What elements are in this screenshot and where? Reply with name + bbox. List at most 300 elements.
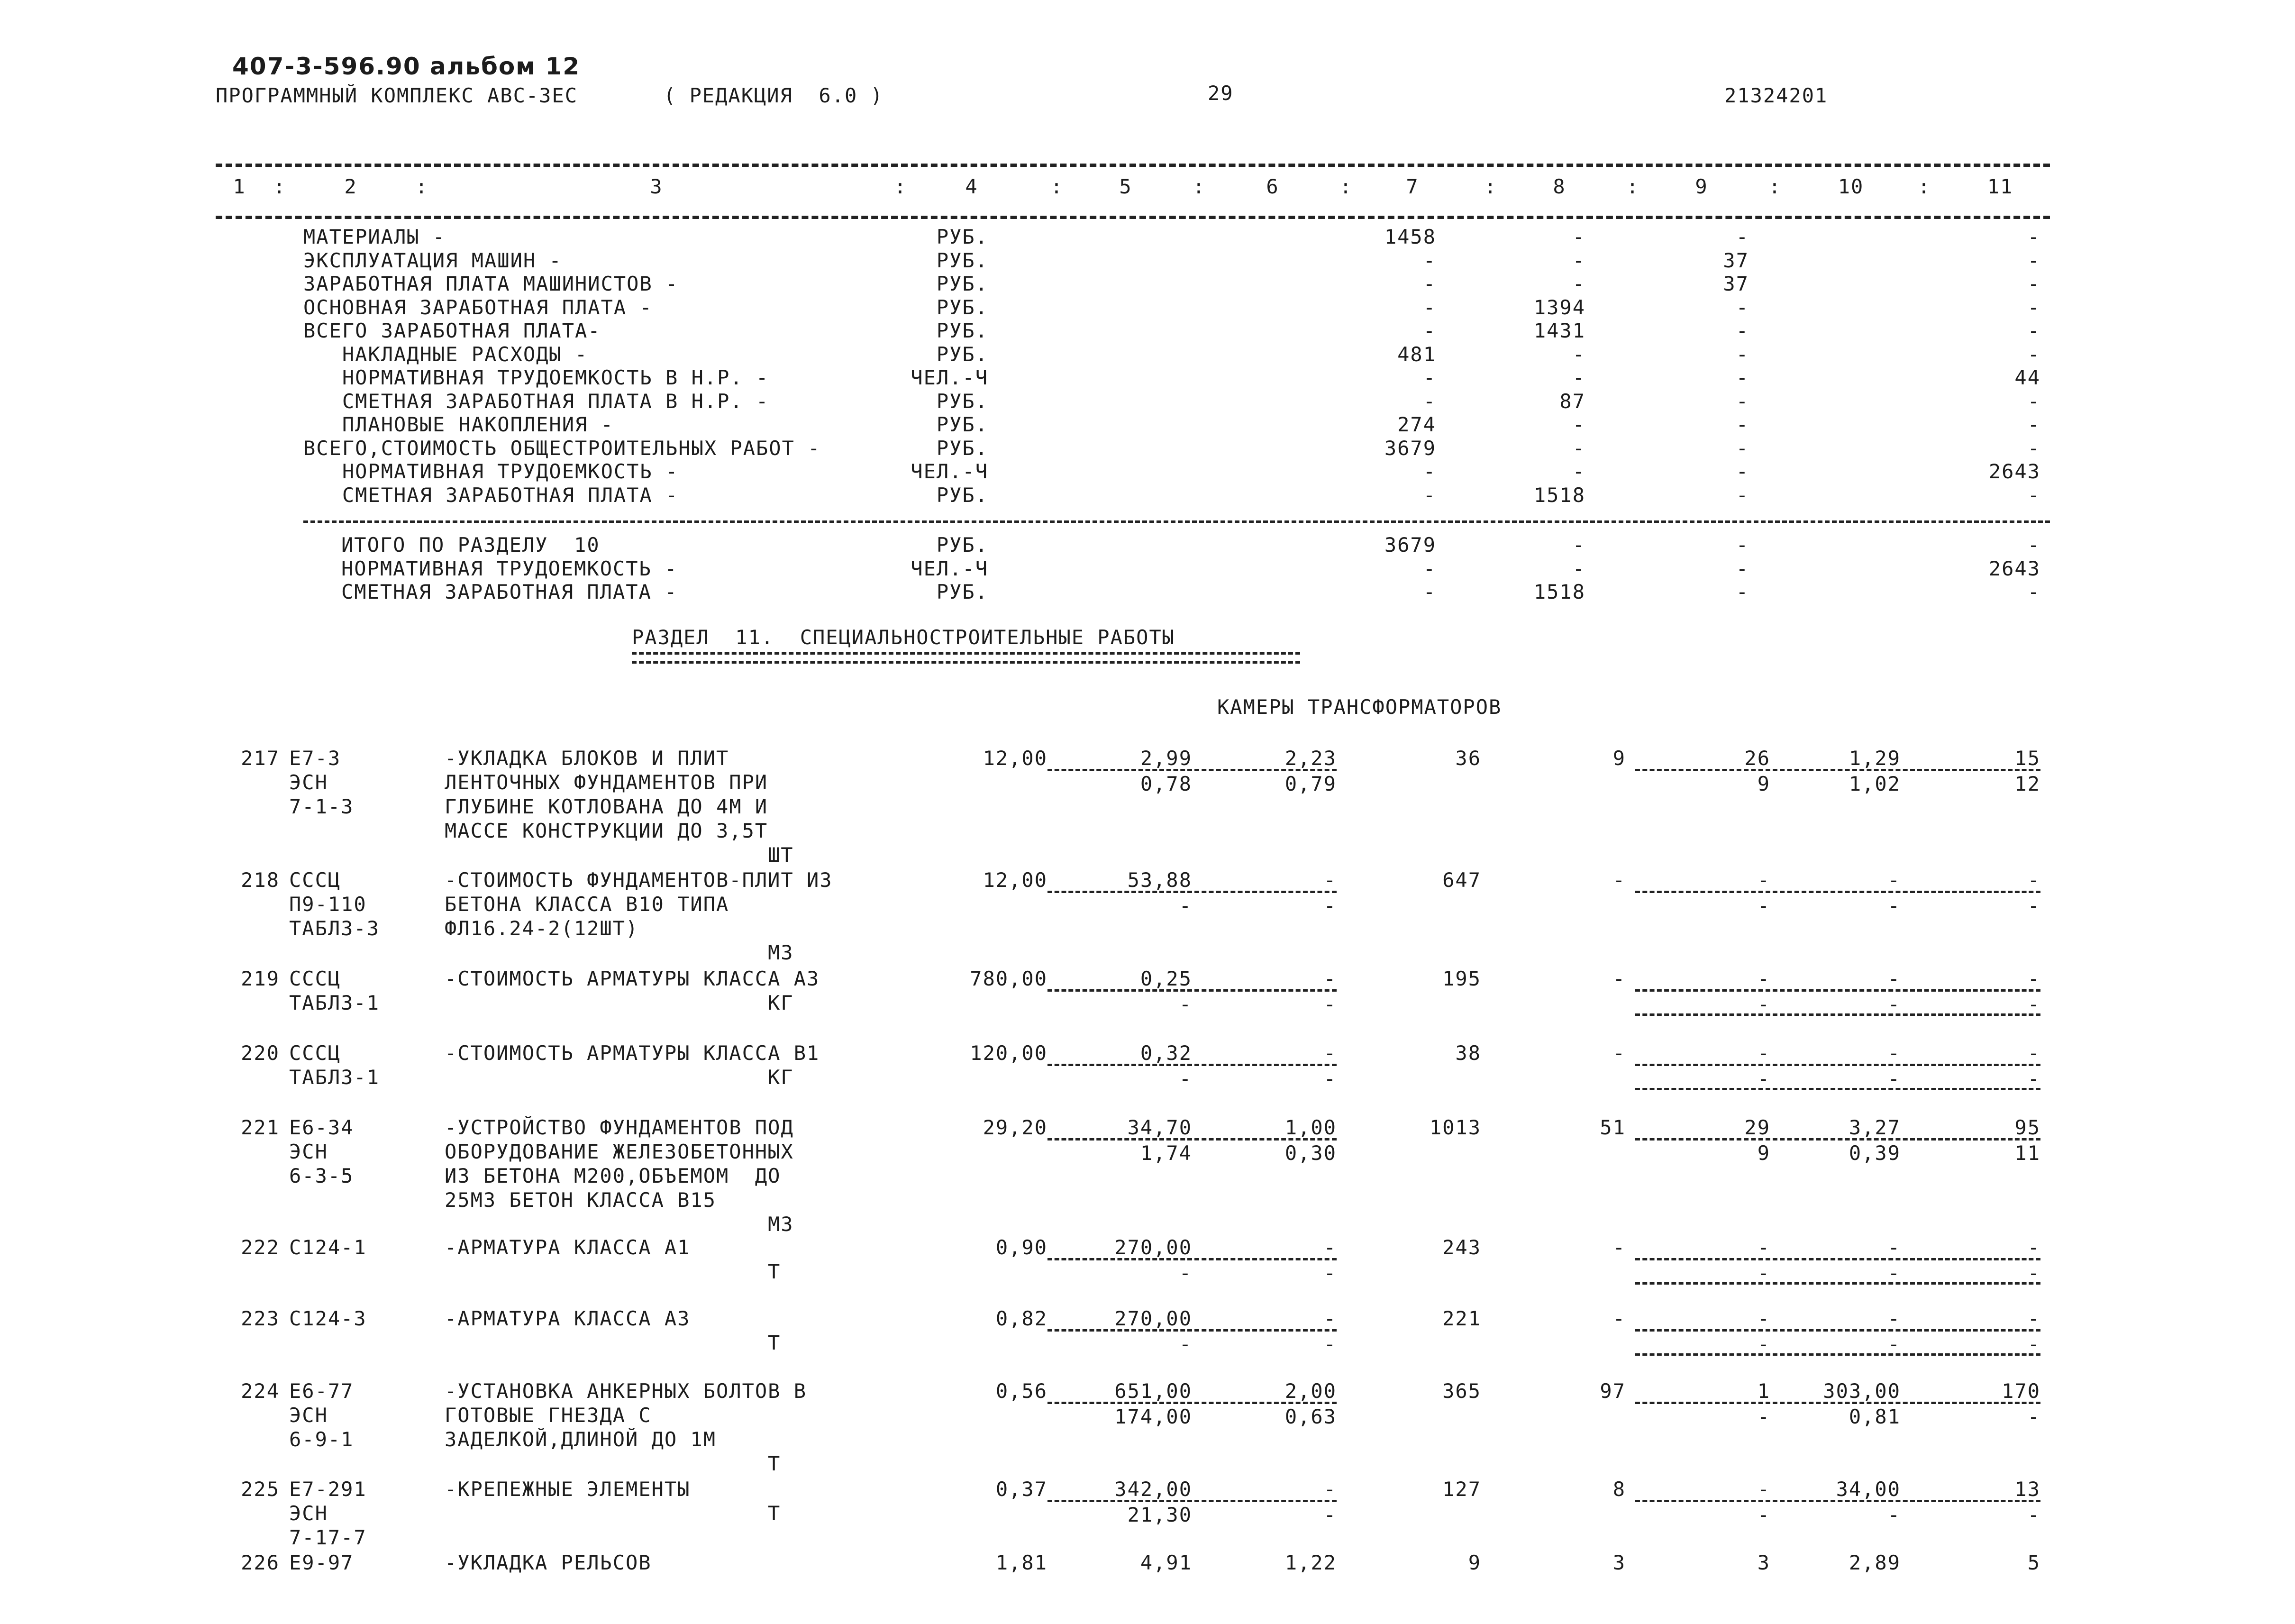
item-c6: 2,23 [1284, 747, 1337, 770]
summary-col11: - [2027, 342, 2040, 366]
document-code: 21324201 [1724, 84, 1828, 107]
item-c9-rule2 [1635, 1088, 1770, 1090]
item-c10: 3,27 [1849, 1116, 1901, 1139]
item-c10-rule [1773, 1064, 1915, 1066]
item-c10: 2,89 [1849, 1551, 1901, 1574]
column-separator: : [1918, 175, 1931, 198]
summary-label: МАТЕРИАЛЫ - [303, 225, 446, 248]
item-code: ЭСН [289, 1404, 328, 1427]
item-c8: - [1612, 868, 1626, 892]
item-c5: 270,00 [1114, 1307, 1192, 1330]
item-code: ЭСН [289, 771, 328, 794]
item-c10-rule [1773, 1329, 1915, 1332]
item-c6: - [1323, 1478, 1337, 1501]
item-c11: 5 [2027, 1551, 2040, 1574]
item-unit: КГ [768, 991, 794, 1014]
item-c11-rule [1917, 1064, 2040, 1066]
item-unit: Т [768, 1331, 781, 1354]
total-unit: ЧЕЛ.-Ч [911, 557, 988, 580]
item-c6: - [1323, 868, 1337, 892]
summary-col8: - [1572, 225, 1585, 248]
item-c6-rule [1194, 989, 1337, 992]
total-col11: 2643 [1988, 557, 2040, 580]
item-c10: 303,00 [1823, 1379, 1901, 1403]
item-c9-rule2 [1635, 1282, 1770, 1285]
summary-col9: - [1736, 342, 1749, 366]
item-c6: 1,22 [1284, 1551, 1337, 1574]
item-c9: - [1757, 1236, 1770, 1259]
item-c9-second: - [1757, 1503, 1770, 1526]
item-description: БЕТОНА КЛАССА В10 ТИПА [445, 893, 729, 916]
column-separator: : [415, 175, 428, 198]
item-c6-rule [1194, 1500, 1337, 1502]
item-c11-second: - [2027, 1503, 2040, 1526]
total-col7: - [1423, 557, 1436, 580]
item-c9: 26 [1744, 747, 1770, 770]
item-c9-second: - [1757, 1405, 1770, 1428]
item-c6-second: 0,63 [1284, 1405, 1337, 1428]
item-c6-second: - [1323, 1503, 1337, 1526]
item-description: -УКЛАДКА РЕЛЬСОВ [445, 1551, 652, 1574]
item-c5: 270,00 [1114, 1236, 1192, 1259]
summary-col7: - [1423, 460, 1436, 483]
section-title: РАЗДЕЛ 11. СПЕЦИАЛЬНОСТРОИТЕЛЬНЫЕ РАБОТЫ [632, 626, 1175, 649]
summary-col7: - [1423, 272, 1436, 295]
total-col8: - [1572, 533, 1585, 557]
item-code: ЭСН [289, 1502, 328, 1525]
item-code: ТАБЛ3-1 [289, 1066, 380, 1089]
summary-col9: - [1736, 483, 1749, 507]
item-c10-rule [1773, 769, 1915, 771]
item-c11-second: - [2027, 993, 2040, 1016]
total-unit: РУБ. [936, 580, 988, 603]
column-number-5: 5 [1119, 175, 1132, 198]
item-c9: - [1757, 1478, 1770, 1501]
summary-col7: 3679 [1384, 436, 1436, 460]
summary-col9: 37 [1723, 272, 1749, 295]
item-c7: 36 [1455, 747, 1481, 770]
item-c9: 3 [1757, 1551, 1770, 1574]
item-description: ЛЕНТОЧНЫХ ФУНДАМЕНТОВ ПРИ [445, 771, 768, 794]
item-c10: - [1887, 967, 1901, 990]
item-c6: - [1323, 1307, 1337, 1330]
item-number: 218 [241, 868, 280, 892]
item-c6: - [1323, 1236, 1337, 1259]
item-c6: 2,00 [1284, 1379, 1337, 1403]
item-c8: 9 [1612, 747, 1626, 770]
summary-col9: - [1736, 295, 1749, 319]
summary-label: СМЕТНАЯ ЗАРАБОТНАЯ ПЛАТА В Н.Р. - [303, 389, 769, 413]
total-col7: - [1423, 580, 1436, 603]
item-code: СССЦ [289, 868, 341, 892]
item-description: МАССЕ КОНСТРУКЦИИ ДО 3,5Т [445, 819, 768, 842]
item-c11-second: - [2027, 1332, 2040, 1356]
item-c5-second: - [1179, 993, 1192, 1016]
item-c5-rule [1047, 1064, 1192, 1066]
summary-label: НАКЛАДНЫЕ РАСХОДЫ - [303, 342, 588, 366]
item-c4: 12,00 [983, 747, 1047, 770]
summary-col9: - [1736, 413, 1749, 436]
item-c10-second: - [1887, 1067, 1901, 1090]
item-c11-rule [1917, 1138, 2040, 1140]
item-description: -УКЛАДКА БЛОКОВ И ПЛИТ [445, 747, 729, 770]
item-c10-second: - [1887, 894, 1901, 917]
program-name: ПРОГРАММНЫЙ КОМПЛЕКС АВС-3ЕС [216, 84, 578, 107]
item-c9-rule2 [1635, 1353, 1770, 1356]
item-c11: - [2027, 967, 2040, 990]
item-c6-second: - [1323, 993, 1337, 1016]
item-c10-second: - [1887, 1332, 1901, 1356]
item-description: ИЗ БЕТОНА М200,ОБЪЕМОМ ДО [445, 1164, 781, 1187]
item-code: Е7-3 [289, 747, 341, 770]
item-c5-second: 1,74 [1140, 1141, 1192, 1165]
item-code: ТАБЛ3-1 [289, 991, 380, 1014]
column-separator: : [1050, 175, 1064, 198]
item-c9: 1 [1757, 1379, 1770, 1403]
summary-label: ВСЕГО,СТОИМОСТЬ ОБЩЕСТРОИТЕЛЬНЫХ РАБОТ - [303, 436, 821, 460]
summary-col11: - [2027, 436, 2040, 460]
summary-unit: ЧЕЛ.-Ч [911, 366, 988, 389]
item-c10-rule2 [1773, 1282, 1915, 1285]
item-c5-rule [1047, 1138, 1192, 1140]
item-c5-rule [1047, 1500, 1192, 1502]
column-number-3: 3 [650, 175, 663, 198]
item-unit: ШТ [768, 843, 794, 867]
total-col11: - [2027, 533, 2040, 557]
summary-unit: ЧЕЛ.-Ч [911, 460, 988, 483]
summary-unit: РУБ. [936, 295, 988, 319]
summary-col7: - [1423, 295, 1436, 319]
item-c6-second: - [1323, 1261, 1337, 1285]
item-c6-second: 0,30 [1284, 1141, 1337, 1165]
item-code: Е9-97 [289, 1551, 354, 1574]
summary-col8: 1394 [1533, 295, 1585, 319]
item-unit: Т [768, 1452, 781, 1475]
total-col11: - [2027, 580, 2040, 603]
item-c11: 170 [2002, 1379, 2040, 1403]
column-number-2: 2 [344, 175, 357, 198]
column-separator: : [1193, 175, 1206, 198]
item-c4: 0,82 [995, 1307, 1047, 1330]
summary-col9: - [1736, 319, 1749, 342]
item-description: -АРМАТУРА КЛАССА А3 [445, 1307, 691, 1330]
summary-unit: РУБ. [936, 248, 988, 272]
summary-label: НОРМАТИВНАЯ ТРУДОЕМКОСТЬ В Н.Р. - [303, 366, 769, 389]
item-c10: 1,29 [1849, 747, 1901, 770]
item-c9-rule [1635, 1402, 1770, 1404]
summary-col7: - [1423, 248, 1436, 272]
summary-divider [303, 520, 2050, 523]
item-description: -УСТРОЙСТВО ФУНДАМЕНТОВ ПОД [445, 1116, 794, 1139]
item-c10-rule [1773, 1402, 1915, 1404]
item-code: ЭСН [289, 1140, 328, 1163]
item-c9-second: - [1757, 1332, 1770, 1356]
item-c11-second: 11 [2014, 1141, 2040, 1165]
item-number: 219 [241, 967, 280, 990]
item-c6-rule [1194, 1329, 1337, 1332]
item-c8: 8 [1612, 1478, 1626, 1501]
item-c10-rule2 [1773, 1013, 1915, 1016]
item-description: -КРЕПЕЖНЫЕ ЭЛЕМЕНТЫ [445, 1478, 691, 1501]
item-c6: 1,00 [1284, 1116, 1337, 1139]
item-c6-rule [1194, 769, 1337, 771]
item-c4: 29,20 [983, 1116, 1047, 1139]
item-unit: КГ [768, 1066, 794, 1089]
summary-col8: - [1572, 413, 1585, 436]
item-c6: - [1323, 967, 1337, 990]
item-c5: 53,88 [1127, 868, 1192, 892]
item-c6-second: - [1323, 1067, 1337, 1090]
column-number-11: 11 [1987, 175, 2013, 198]
item-c10-rule [1773, 1258, 1915, 1260]
item-c8: - [1612, 1236, 1626, 1259]
item-c5: 651,00 [1114, 1379, 1192, 1403]
item-c8: 51 [1600, 1116, 1626, 1139]
total-label: ИТОГО ПО РАЗДЕЛУ 10 [341, 533, 600, 557]
item-description: ЗАДЕЛКОЙ,ДЛИНОЙ ДО 1М [445, 1428, 717, 1451]
summary-col7: - [1423, 366, 1436, 389]
item-c10-second: 1,02 [1849, 772, 1901, 795]
item-c6-second: - [1323, 894, 1337, 917]
summary-col11: - [2027, 413, 2040, 436]
summary-col11: 2643 [1988, 460, 2040, 483]
item-c9-second: 9 [1757, 1141, 1770, 1165]
summary-col8: - [1572, 248, 1585, 272]
total-label: НОРМАТИВНАЯ ТРУДОЕМКОСТЬ - [341, 557, 678, 580]
column-separator: : [273, 175, 286, 198]
item-c10-second: - [1887, 1261, 1901, 1285]
item-c9: - [1757, 868, 1770, 892]
summary-col11: - [2027, 389, 2040, 413]
item-c9-rule [1635, 891, 1770, 893]
item-code: СССЦ [289, 1041, 341, 1065]
item-c6-second: - [1323, 1332, 1337, 1356]
item-number: 224 [241, 1379, 280, 1403]
item-c5-rule [1047, 769, 1192, 771]
item-code: С124-3 [289, 1307, 367, 1330]
column-number-4: 4 [965, 175, 978, 198]
item-c4: 0,90 [995, 1236, 1047, 1259]
summary-unit: РУБ. [936, 342, 988, 366]
item-number: 217 [241, 747, 280, 770]
summary-col11: 44 [2014, 366, 2040, 389]
item-c9-second: - [1757, 894, 1770, 917]
summary-col8: - [1572, 342, 1585, 366]
summary-unit: РУБ. [936, 389, 988, 413]
item-c10-rule2 [1773, 1353, 1915, 1356]
item-code: С124-1 [289, 1236, 367, 1259]
item-c5-second: - [1179, 1332, 1192, 1356]
summary-unit: РУБ. [936, 436, 988, 460]
summary-col11: - [2027, 248, 2040, 272]
summary-col7: 274 [1397, 413, 1436, 436]
item-c11-rule2 [1917, 1088, 2040, 1090]
column-separator: : [1339, 175, 1353, 198]
total-col9: - [1736, 580, 1749, 603]
item-c7: 195 [1442, 967, 1481, 990]
item-number: 220 [241, 1041, 280, 1065]
column-separator: : [894, 175, 907, 198]
item-c11-second: - [2027, 894, 2040, 917]
item-c5-rule [1047, 989, 1192, 992]
item-c11: - [2027, 1236, 2040, 1259]
item-description: ГЛУБИНЕ КОТЛОВАНА ДО 4М И [445, 795, 768, 818]
item-code: Е7-291 [289, 1478, 367, 1501]
item-c5-second: - [1179, 894, 1192, 917]
handwritten-reference: 407-3-596.90 альбом 12 [232, 53, 581, 80]
item-c9-rule [1635, 989, 1770, 992]
item-c7: 365 [1442, 1379, 1481, 1403]
item-c9-rule [1635, 1329, 1770, 1332]
item-c9: - [1757, 1307, 1770, 1330]
item-c6-rule [1194, 1064, 1337, 1066]
item-c11-rule [1917, 989, 2040, 992]
item-description: -УСТАНОВКА АНКЕРНЫХ БОЛТОВ В [445, 1379, 807, 1403]
item-c5-rule [1047, 891, 1192, 893]
item-c11-second: - [2027, 1067, 2040, 1090]
item-description: ОБОРУДОВАНИЕ ЖЕЛЕЗОБЕТОННЫХ [445, 1140, 794, 1163]
item-description: 25М3 БЕТОН КЛАССА В15 [445, 1188, 717, 1212]
item-c10-second: - [1887, 1503, 1901, 1526]
item-c11-rule2 [1917, 1353, 2040, 1356]
item-c11-rule [1917, 1402, 2040, 1404]
item-c10-rule [1773, 891, 1915, 893]
summary-col8: 1518 [1533, 483, 1585, 507]
item-c5-rule [1047, 1402, 1192, 1404]
summary-col8: - [1572, 460, 1585, 483]
item-c6-rule [1194, 1138, 1337, 1140]
page-number: 29 [1208, 82, 1234, 105]
item-c10: - [1887, 1307, 1901, 1330]
item-c10-second: - [1887, 993, 1901, 1016]
item-c8: - [1612, 967, 1626, 990]
item-c8: - [1612, 1307, 1626, 1330]
item-c7: 221 [1442, 1307, 1481, 1330]
item-unit: М3 [768, 941, 794, 964]
item-code: 7-17-7 [289, 1526, 367, 1549]
item-code: СССЦ [289, 967, 341, 990]
summary-label: ЭКСПЛУАТАЦИЯ МАШИН - [303, 248, 562, 272]
summary-col9: - [1736, 460, 1749, 483]
summary-col8: - [1572, 436, 1585, 460]
section-subtitle: КАМЕРЫ ТРАНСФОРМАТОРОВ [1217, 695, 1502, 719]
item-c8: 3 [1612, 1551, 1626, 1574]
item-c9: - [1757, 1041, 1770, 1065]
item-c5: 0,25 [1140, 967, 1192, 990]
summary-col7: 1458 [1384, 225, 1436, 248]
item-c5: 4,91 [1140, 1551, 1192, 1574]
item-code: ТАБЛ3-3 [289, 917, 380, 940]
summary-col9: - [1736, 225, 1749, 248]
summary-col11: - [2027, 295, 2040, 319]
item-c9: 29 [1744, 1116, 1770, 1139]
item-c6-rule [1194, 1258, 1337, 1260]
summary-label: ЗАРАБОТНАЯ ПЛАТА МАШИНИСТОВ - [303, 272, 679, 295]
item-c10-rule [1773, 989, 1915, 992]
total-col9: - [1736, 557, 1749, 580]
item-c7: 38 [1455, 1041, 1481, 1065]
summary-col9: - [1736, 389, 1749, 413]
item-c9-rule [1635, 1500, 1770, 1502]
item-c8: 97 [1600, 1379, 1626, 1403]
item-c7: 9 [1468, 1551, 1481, 1574]
summary-col9: - [1736, 366, 1749, 389]
item-c10-rule2 [1773, 1088, 1915, 1090]
item-c11: 13 [2014, 1478, 2040, 1501]
item-unit: Т [768, 1502, 781, 1525]
item-c5-second: 174,00 [1114, 1405, 1192, 1428]
item-c5-rule [1047, 1258, 1192, 1260]
item-c9-rule [1635, 1138, 1770, 1140]
item-c11: - [2027, 1041, 2040, 1065]
item-c8: - [1612, 1041, 1626, 1065]
item-c11-rule [1917, 891, 2040, 893]
item-c5-second: 0,78 [1140, 772, 1192, 795]
summary-label: ПЛАНОВЫЕ НАКОПЛЕНИЯ - [303, 413, 614, 436]
item-c4: 780,00 [970, 967, 1047, 990]
item-c11-second: 12 [2014, 772, 2040, 795]
program-edition: ( РЕДАКЦИЯ 6.0 ) [664, 84, 883, 107]
item-c11-rule [1917, 1258, 2040, 1260]
summary-col7: - [1423, 319, 1436, 342]
item-c9-rule [1635, 1258, 1770, 1260]
item-c7: 127 [1442, 1478, 1481, 1501]
summary-col8: 87 [1559, 389, 1585, 413]
summary-col11: - [2027, 319, 2040, 342]
item-c11-rule [1917, 1329, 2040, 1332]
item-number: 222 [241, 1236, 280, 1259]
item-c7: 1013 [1429, 1116, 1481, 1139]
total-unit: РУБ. [936, 533, 988, 557]
item-c6-rule [1194, 1402, 1337, 1404]
item-c10: - [1887, 868, 1901, 892]
item-c4: 12,00 [983, 868, 1047, 892]
item-c10: - [1887, 1041, 1901, 1065]
item-c11-rule2 [1917, 1282, 2040, 1285]
item-code: Е6-77 [289, 1379, 354, 1403]
item-c5: 34,70 [1127, 1116, 1192, 1139]
summary-label: ВСЕГО ЗАРАБОТНАЯ ПЛАТА- [303, 319, 601, 342]
summary-col8: 1431 [1533, 319, 1585, 342]
summary-unit: РУБ. [936, 483, 988, 507]
item-c11-second: - [2027, 1405, 2040, 1428]
item-c7: 243 [1442, 1236, 1481, 1259]
item-number: 221 [241, 1116, 280, 1139]
item-c10-second: 0,81 [1849, 1405, 1901, 1428]
item-c9-second: - [1757, 1261, 1770, 1285]
item-c7: 647 [1442, 868, 1481, 892]
summary-label: СМЕТНАЯ ЗАРАБОТНАЯ ПЛАТА - [303, 483, 679, 507]
item-number: 223 [241, 1307, 280, 1330]
summary-col8: - [1572, 366, 1585, 389]
summary-col11: - [2027, 483, 2040, 507]
column-number-1: 1 [233, 175, 246, 198]
summary-col9: 37 [1723, 248, 1749, 272]
item-number: 225 [241, 1478, 280, 1501]
item-c5-rule [1047, 1329, 1192, 1332]
item-c9-second: - [1757, 1067, 1770, 1090]
total-col8: 1518 [1533, 580, 1585, 603]
item-code: 7-1-3 [289, 795, 354, 818]
item-description: ГОТОВЫЕ ГНЕЗДА С [445, 1404, 652, 1427]
item-c9-rule [1635, 769, 1770, 771]
item-c5: 0,32 [1140, 1041, 1192, 1065]
column-number-8: 8 [1553, 175, 1566, 198]
summary-col11: - [2027, 225, 2040, 248]
summary-col9: - [1736, 436, 1749, 460]
item-c9-rule2 [1635, 1013, 1770, 1016]
item-code: Е6-34 [289, 1116, 354, 1139]
